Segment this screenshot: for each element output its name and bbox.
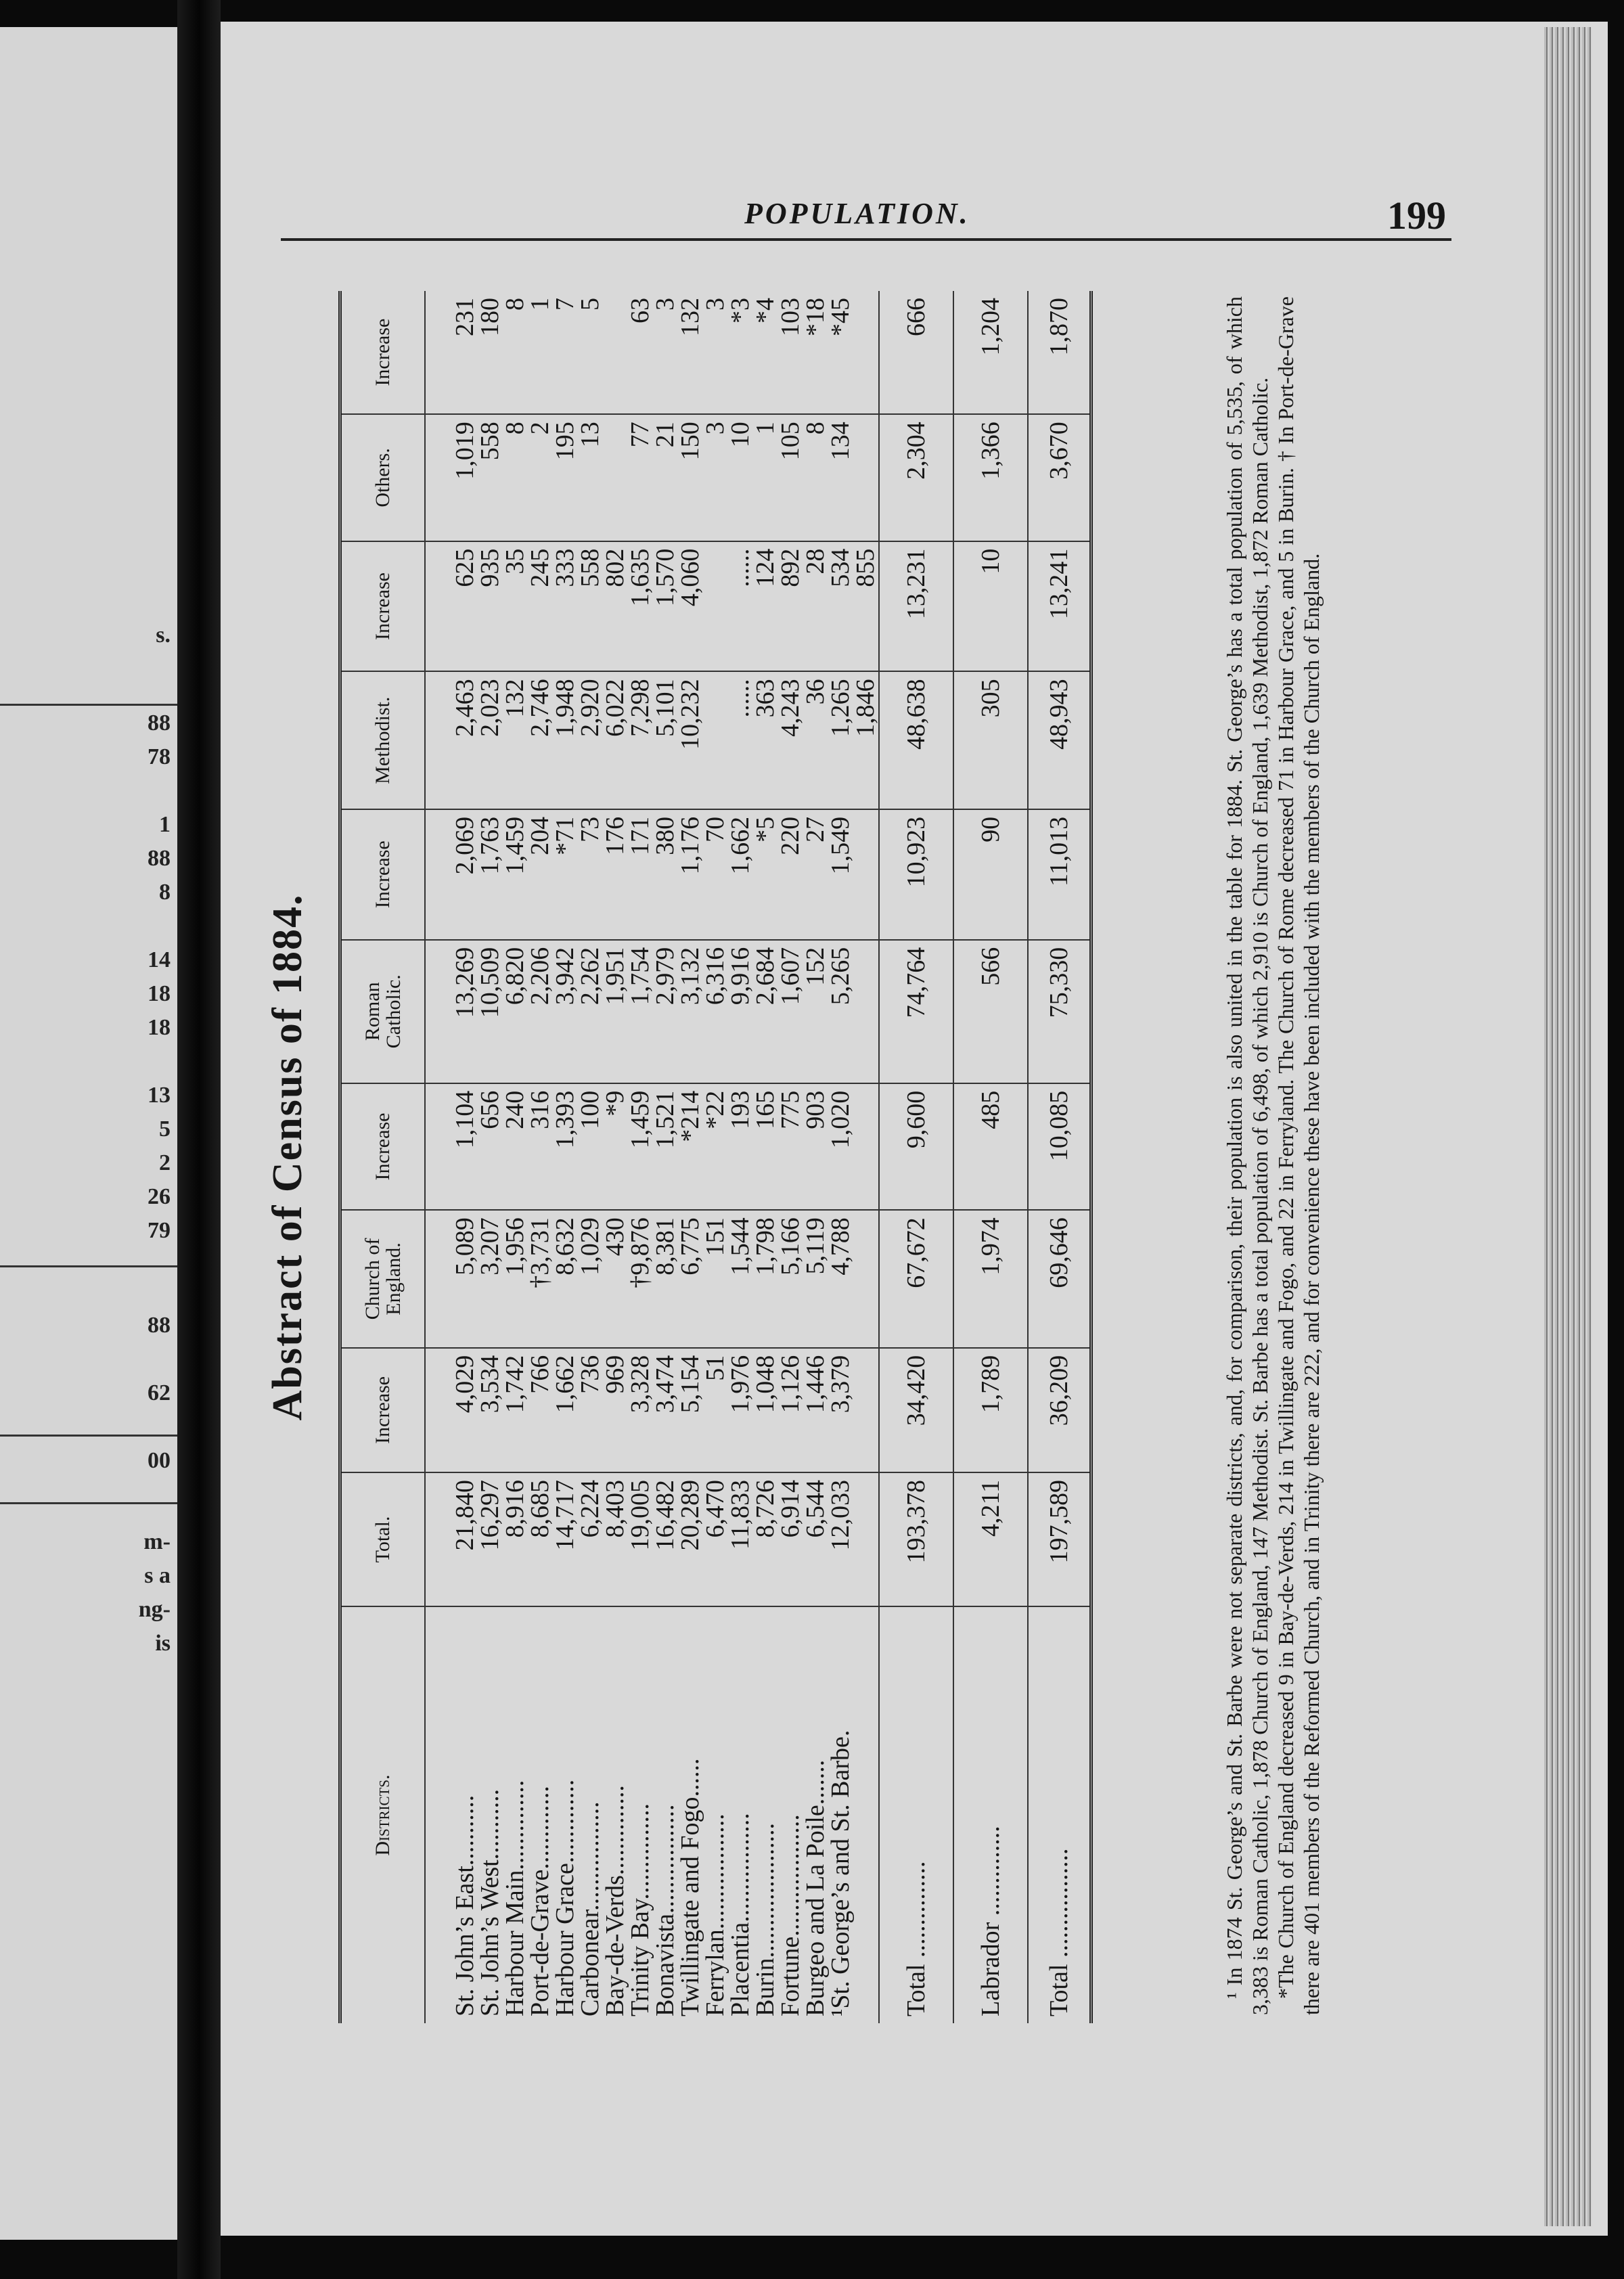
table-cell: 51	[703, 1348, 728, 1472]
labrador-row	[953, 291, 1028, 2023]
table-cell	[703, 541, 728, 672]
district-name: Bonavista.................	[651, 1804, 679, 2016]
table-cell: *71	[553, 809, 578, 940]
left-page-rule	[0, 704, 177, 706]
table-cell	[853, 940, 879, 1083]
footnote: ¹ In 1874 St. George’s and St. Barbe were not separate districts, and, for comparison, their population is also united in the table for 1884. St. George’s has a total population of 5,535, of which 3,383 is Roman Catholic, 1,878 Church of England, 147 Methodist. St. Barbe has a total population of 6,498, of which 2,910 is Church of England, 1,639 Methodist, 1,872 Roman Catholic.	[1222, 296, 1272, 2015]
table-cell: 766	[528, 1348, 553, 1472]
table-row	[853, 291, 879, 2023]
table-cell: 305	[953, 671, 1028, 809]
table-row	[578, 291, 603, 2023]
left-page-fragment: 5	[159, 1116, 171, 1142]
table-cell: 7	[553, 291, 578, 414]
table-cell: 13,269	[453, 940, 478, 1083]
table-row	[628, 291, 653, 2023]
column-header: Church of England.	[340, 1210, 426, 1348]
district-name: Total ...............	[879, 1606, 953, 2023]
table-cell: 16,482	[653, 1472, 678, 1606]
table-cell: 1,570	[653, 541, 678, 672]
table-cell: 5,101	[653, 671, 678, 809]
table-cell: 2,262	[578, 940, 603, 1083]
column-header: Others.	[340, 414, 426, 541]
table-cell: 3,379	[828, 1348, 853, 1472]
table-cell: 8	[503, 414, 528, 541]
table-cell: 74,764	[879, 940, 953, 1083]
table-cell: 3	[703, 291, 728, 414]
table-cell: 656	[478, 1083, 503, 1210]
table-cell: 3,474	[653, 1348, 678, 1472]
table-cell: *22	[703, 1083, 728, 1210]
table-cell: 1,204	[953, 291, 1028, 414]
left-page-fragment: m-	[143, 1529, 171, 1554]
table-cell	[853, 809, 879, 940]
table-cell: 6,316	[703, 940, 728, 1083]
table-cell: 4,211	[953, 1472, 1028, 1606]
table-cell: 8,916	[503, 1472, 528, 1606]
left-page-fragment: 26	[148, 1184, 171, 1209]
table-cell: 6,775	[678, 1210, 703, 1348]
table-body	[425, 291, 1091, 2023]
table-row	[828, 291, 853, 2023]
district-name: Port-de-Grave.............	[526, 1786, 554, 2016]
table-cell: 1,126	[778, 1348, 803, 1472]
district-name: Fortune...................	[776, 1814, 805, 2016]
table-cell: 3,207	[478, 1210, 503, 1348]
table-cell: 9,600	[879, 1083, 953, 1210]
table-cell: 1,951	[603, 940, 628, 1083]
total-row	[1028, 291, 1091, 2023]
table-cell: 134	[828, 414, 853, 541]
column-header: Increase	[340, 1083, 426, 1210]
page-edge	[1544, 27, 1592, 2226]
table-cell: 1,976	[728, 1348, 753, 1472]
table-row	[653, 291, 678, 2023]
table-row	[728, 291, 753, 2023]
table-cell: 77	[628, 414, 653, 541]
table-cell: 3	[653, 291, 678, 414]
table-cell: 193	[728, 1083, 753, 1210]
district-name: Harbour Grace.............	[551, 1779, 579, 2016]
table-cell: 2,746	[528, 671, 553, 809]
census-table	[338, 291, 1093, 2023]
table-cell: 63	[628, 291, 653, 414]
table-cell: 1,607	[778, 940, 803, 1083]
left-page-fragment: 88	[148, 710, 171, 736]
table-title: Abstract of Census of 1884.	[265, 893, 311, 1421]
table-cell: 8,381	[653, 1210, 678, 1348]
table-cell: 1,459	[628, 1083, 653, 1210]
table-cell: 1,948	[553, 671, 578, 809]
table-cell: 13,231	[879, 541, 953, 672]
table-cell: 558	[478, 414, 503, 541]
table-cell: 34,420	[879, 1348, 953, 1472]
table-cell: 12,033	[828, 1472, 853, 1606]
table-cell: 363	[753, 671, 778, 809]
left-page-fragment: 2	[159, 1150, 171, 1175]
table-cell: 566	[953, 940, 1028, 1083]
table-cell	[853, 1472, 879, 1606]
district-name: Ferrylan..................	[701, 1813, 729, 2016]
table-cell	[853, 1348, 879, 1472]
table-cell: 8,403	[603, 1472, 628, 1606]
table-cell: 855	[853, 541, 879, 672]
header-rule	[281, 238, 1451, 241]
table-cell: 1,549	[828, 809, 853, 940]
table-cell: 16,297	[478, 1472, 503, 1606]
table-cell: 10,509	[478, 940, 503, 1083]
table-cell: 3	[703, 414, 728, 541]
table-row	[603, 291, 628, 2023]
district-name: St. John’s West...........	[476, 1788, 504, 2016]
table-cell: 802	[603, 541, 628, 672]
table-row	[478, 291, 503, 2023]
table-cell: 245	[528, 541, 553, 672]
table-cell: 558	[578, 541, 603, 672]
left-page	[0, 27, 177, 2240]
table-cell: 171	[628, 809, 653, 940]
table-cell: 969	[603, 1348, 628, 1472]
table-cell: 20,289	[678, 1472, 703, 1606]
table-cell: 333	[553, 541, 578, 672]
table-cell: 35	[503, 541, 528, 672]
district-name: Burgeo and La Poile.......	[801, 1759, 830, 2016]
district-name: ¹St. George’s and St. Barbe.	[826, 1730, 855, 2016]
district-name	[853, 1606, 879, 2023]
column-header: Methodist.	[340, 671, 426, 809]
table-cell: 8,685	[528, 1472, 553, 1606]
table-row	[778, 291, 803, 2023]
left-page-rule	[0, 1502, 177, 1504]
table-cell: 10,923	[879, 809, 953, 940]
table-cell: †3,731	[528, 1210, 553, 1348]
table-cell: 736	[578, 1348, 603, 1472]
table-cell: 105	[778, 414, 803, 541]
district-name: Bay-de-Verds..............	[601, 1785, 629, 2016]
table-cell: 2,069	[453, 809, 478, 940]
table-cell: 5,154	[678, 1348, 703, 1472]
table-cell: 1,104	[453, 1083, 478, 1210]
table-cell: *214	[678, 1083, 703, 1210]
table-cell: 1,754	[628, 940, 653, 1083]
table-cell: 1,635	[628, 541, 653, 672]
table-cell: 132	[503, 671, 528, 809]
district-name: Burin.....................	[751, 1822, 780, 2016]
table-cell: 6,820	[503, 940, 528, 1083]
table-cell: 1,662	[728, 809, 753, 940]
left-page-rule	[0, 1435, 177, 1437]
table-cell: 231	[453, 291, 478, 414]
table-cell: 2,979	[653, 940, 678, 1083]
spacer-row	[425, 291, 453, 2023]
table-cell	[603, 291, 628, 414]
footnote: *The Church of England decreased 9 in Bay-de-Verds, 214 in Twillingate and Fogo, and 22 in Ferryland. The Church of Rome decreased 71 in Harbour Grace, and 5 in Burin. † In Port-de-Grave there are 401 members of the Reformed Church, and in Trinity there are 222, and for convenience these have been included with the members of the Church of England.	[1273, 296, 1324, 2015]
table-cell: 1,393	[553, 1083, 578, 1210]
table-cell: 1,763	[478, 809, 503, 940]
table-cell: 21	[653, 414, 678, 541]
table-cell: 132	[678, 291, 703, 414]
rotated-content	[264, 291, 1468, 2023]
district-name: Harbour Main..............	[501, 1780, 529, 2016]
table-cell: 151	[703, 1210, 728, 1348]
table-cell: 152	[803, 940, 828, 1083]
district-name: Carbonear.................	[576, 1801, 604, 2016]
table-cell: 5	[578, 291, 603, 414]
table-row	[703, 291, 728, 2023]
left-page-fragment: 18	[148, 1015, 171, 1040]
table-cell: †9,876	[628, 1210, 653, 1348]
table-cell: 380	[653, 809, 678, 940]
table-cell: *3	[728, 291, 753, 414]
table-cell: *45	[828, 291, 853, 414]
table-cell: 6,470	[703, 1472, 728, 1606]
table-cell: 1,048	[753, 1348, 778, 1472]
table-cell: 180	[478, 291, 503, 414]
column-header: Total.	[340, 1472, 426, 1606]
table-cell: 2,463	[453, 671, 478, 809]
table-cell: 69,646	[1028, 1210, 1091, 1348]
table-cell: 11,833	[728, 1472, 753, 1606]
table-cell: 1,029	[578, 1210, 603, 1348]
left-page-fragment: 14	[148, 947, 171, 972]
table-cell: 176	[603, 809, 628, 940]
table-cell: 1,544	[728, 1210, 753, 1348]
table-cell: *9	[603, 1083, 628, 1210]
table-cell: 892	[778, 541, 803, 672]
table-row	[753, 291, 778, 2023]
table-cell: 1,176	[678, 809, 703, 940]
district-name: Trinity Bay...............	[626, 1803, 654, 2016]
district-name: Labrador ..............	[953, 1606, 1028, 2023]
table-cell: 5,089	[453, 1210, 478, 1348]
table-cell: 4,060	[678, 541, 703, 672]
table-cell: 2,920	[578, 671, 603, 809]
table-cell: 430	[603, 1210, 628, 1348]
left-page-fragment: 13	[148, 1083, 171, 1108]
table-row	[503, 291, 528, 2023]
column-header: Increase	[340, 291, 426, 414]
table-cell: 5,119	[803, 1210, 828, 1348]
table-cell: 90	[953, 809, 1028, 940]
table-cell: 903	[803, 1083, 828, 1210]
table-cell: 10,085	[1028, 1083, 1091, 1210]
page-number: 199	[1387, 194, 1446, 238]
table-cell: 70	[703, 809, 728, 940]
table-row	[803, 291, 828, 2023]
table-cell: 2,023	[478, 671, 503, 809]
table-row	[553, 291, 578, 2023]
table-cell: 1,798	[753, 1210, 778, 1348]
table-cell	[853, 1083, 879, 1210]
table-cell: 485	[953, 1083, 1028, 1210]
table-cell: 19,005	[628, 1472, 653, 1606]
table-cell: 5,265	[828, 940, 853, 1083]
left-page-fragment: 88	[148, 846, 171, 871]
table-cell: 1,019	[453, 414, 478, 541]
left-page-rule	[0, 1265, 177, 1267]
table-cell	[853, 414, 879, 541]
left-page-fragment: s.	[156, 623, 171, 648]
table-cell: 1,265	[828, 671, 853, 809]
table-cell: 193,378	[879, 1472, 953, 1606]
table-cell: 316	[528, 1083, 553, 1210]
book-spine	[177, 0, 221, 2279]
table-cell: *5	[753, 809, 778, 940]
table-cell: 10	[728, 414, 753, 541]
table-cell: 2,684	[753, 940, 778, 1083]
table-cell: 666	[879, 291, 953, 414]
table-cell: 6,544	[803, 1472, 828, 1606]
left-page-fragment: 8	[159, 880, 171, 905]
table-cell: 3,670	[1028, 414, 1091, 541]
table-cell: 21,840	[453, 1472, 478, 1606]
table-cell: 220	[778, 809, 803, 940]
table-cell: 8,726	[753, 1472, 778, 1606]
table-cell: 11,013	[1028, 809, 1091, 940]
table-cell: 73	[578, 809, 603, 940]
table-cell: 5,166	[778, 1210, 803, 1348]
table-cell: 8	[503, 291, 528, 414]
table-cell: 2	[528, 414, 553, 541]
table-cell: 1,446	[803, 1348, 828, 1472]
table-cell: 8,632	[553, 1210, 578, 1348]
table-cell: 195	[553, 414, 578, 541]
table-cell: 48,943	[1028, 671, 1091, 809]
table-cell: 4,788	[828, 1210, 853, 1348]
table-cell: 48,638	[879, 671, 953, 809]
table-cell: 6,022	[603, 671, 628, 809]
table-cell: 1	[753, 414, 778, 541]
column-header: Districts.	[340, 1606, 426, 2023]
table-cell: 10	[953, 541, 1028, 672]
table-cell: 1,870	[1028, 291, 1091, 414]
table-cell: 165	[753, 1083, 778, 1210]
left-page-fragment: s a	[144, 1563, 171, 1588]
left-page-fragment: 62	[148, 1380, 171, 1405]
table-cell	[853, 1210, 879, 1348]
column-header: Increase	[340, 1348, 426, 1472]
table-cell: 6,914	[778, 1472, 803, 1606]
table-cell: *4	[753, 291, 778, 414]
column-header: Roman Catholic.	[340, 940, 426, 1083]
table-row	[678, 291, 703, 2023]
table-cell: 103	[778, 291, 803, 414]
table-cell: 3,328	[628, 1348, 653, 1472]
table-row	[528, 291, 553, 2023]
table-cell: 7,298	[628, 671, 653, 809]
left-page-fragment: 79	[148, 1218, 171, 1243]
table-cell: 13,241	[1028, 541, 1091, 672]
table-cell: 100	[578, 1083, 603, 1210]
table-cell: 534	[828, 541, 853, 672]
table-cell: 1	[528, 291, 553, 414]
table-cell: 150	[678, 414, 703, 541]
table-cell: 13	[578, 414, 603, 541]
district-name: St. John’s East...........	[451, 1795, 479, 2016]
district-name: Total .................	[1028, 1606, 1091, 2023]
district-name: Twillingate and Fogo......	[676, 1758, 704, 2016]
table-row	[453, 291, 478, 2023]
table-cell: 124	[753, 541, 778, 672]
table-cell: 204	[528, 809, 553, 940]
table-cell: 1,742	[503, 1348, 528, 1472]
footnotes	[1221, 296, 1324, 2015]
table-cell: 1,956	[503, 1210, 528, 1348]
left-page-fragment: 1	[159, 812, 171, 837]
table-cell: 4,029	[453, 1348, 478, 1472]
left-page-fragment: is	[155, 1631, 171, 1656]
column-header: Increase	[340, 809, 426, 940]
table-cell: 1,662	[553, 1348, 578, 1472]
table-cell: ......	[728, 671, 753, 809]
table-cell: 1,366	[953, 414, 1028, 541]
table-cell: 197,589	[1028, 1472, 1091, 1606]
table-cell: 1,459	[503, 809, 528, 940]
table-cell: 2,304	[879, 414, 953, 541]
table-cell: 1,846	[853, 671, 879, 809]
left-page-fragment: 88	[148, 1313, 171, 1338]
left-page-fragment: 00	[148, 1448, 171, 1473]
table-cell	[603, 414, 628, 541]
table-cell: 3,534	[478, 1348, 503, 1472]
table-cell: ......	[728, 541, 753, 672]
table-cell: 9,916	[728, 940, 753, 1083]
table-cell: 27	[803, 809, 828, 940]
table-cell: 3,942	[553, 940, 578, 1083]
running-title: POPULATION.	[744, 197, 970, 230]
table-cell: 935	[478, 541, 503, 672]
left-page-fragment: 18	[148, 981, 171, 1006]
table-cell: 1,521	[653, 1083, 678, 1210]
header-row	[340, 291, 426, 2023]
table-cell: 10,232	[678, 671, 703, 809]
table-cell: 36	[803, 671, 828, 809]
table-cell	[853, 291, 879, 414]
table-cell: 4,243	[778, 671, 803, 809]
table-cell: 67,672	[879, 1210, 953, 1348]
table-cell: 28	[803, 541, 828, 672]
table-cell: 2,206	[528, 940, 553, 1083]
table-cell: 1,789	[953, 1348, 1028, 1472]
table-cell: 14,717	[553, 1472, 578, 1606]
column-header: Increase	[340, 541, 426, 672]
subtotal-row	[879, 291, 953, 2023]
table-cell: 6,224	[578, 1472, 603, 1606]
left-page-fragment: 78	[148, 744, 171, 769]
left-page-fragment: ng-	[138, 1597, 171, 1622]
table-cell: *18	[803, 291, 828, 414]
table-cell: 240	[503, 1083, 528, 1210]
table-cell: 8	[803, 414, 828, 541]
table-cell: 625	[453, 541, 478, 672]
district-name: Placentia.................	[726, 1813, 754, 2016]
table-cell: 1,020	[828, 1083, 853, 1210]
table-cell: 3,132	[678, 940, 703, 1083]
table-cell: 75,330	[1028, 940, 1091, 1083]
table-cell: 775	[778, 1083, 803, 1210]
table-cell: 1,974	[953, 1210, 1028, 1348]
table-cell	[703, 671, 728, 809]
table-cell: 36,209	[1028, 1348, 1091, 1472]
